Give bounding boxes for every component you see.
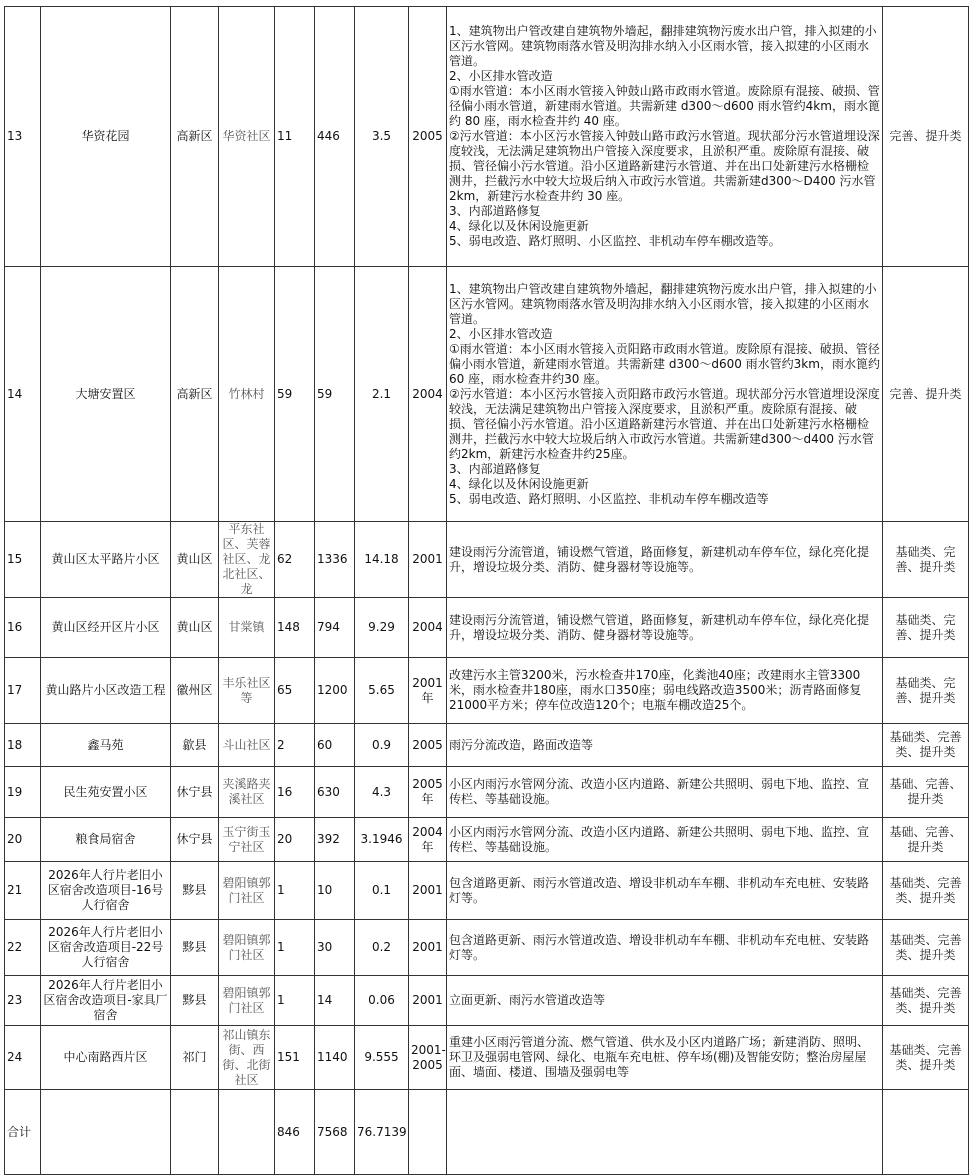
table-row <box>5 267 969 522</box>
renovation-content-cell: 立面更新、雨污水管道改造等 <box>447 976 883 1026</box>
area-cell: 3.5 <box>355 7 409 267</box>
community-cell: 夹溪路夹溪社区 <box>219 767 275 818</box>
table-row <box>5 767 969 818</box>
table-row <box>5 818 969 862</box>
row-number-cell: 17 <box>5 658 41 724</box>
area-cell: 3.1946 <box>355 818 409 862</box>
district-cell: 黟县 <box>171 976 219 1026</box>
table-row <box>5 598 969 658</box>
empty-cell <box>41 1090 171 1175</box>
building-count-cell: 20 <box>275 818 315 862</box>
empty-cell <box>409 1090 447 1175</box>
renovation-type-cell: 基础类、完善类、提升类 <box>883 862 969 920</box>
renovation-type-cell: 基础类、完善、提升类 <box>883 522 969 598</box>
build-year-cell: 2001 <box>409 522 447 598</box>
area-cell: 0.06 <box>355 976 409 1026</box>
table-row <box>5 522 969 598</box>
community-cell: 平东社区、芙蓉社区、龙北社区、龙 <box>219 522 275 598</box>
community-cell: 碧阳镇郭门社区 <box>219 976 275 1026</box>
district-cell: 高新区 <box>171 267 219 522</box>
total-area: 76.7139 <box>355 1090 409 1175</box>
table-row <box>5 658 969 724</box>
table-row <box>5 1026 969 1090</box>
empty-cell <box>219 1090 275 1175</box>
table-row <box>5 862 969 920</box>
renovation-content-cell: 1、建筑物出户管改建自建筑物外墙起，翻排建筑物污废水出户管，排入拟建的小区污水管网。建筑物雨落水管及明沟排水纳入小区雨水管，接入拟建的小区雨水管道。 2、小区排水管改造 ①雨水管道：本小区雨水管接入钟鼓山路市政雨水管道。废除原有混接、破损、管径偏小雨水管道，新建雨水管道。共需新建 d300～d600 雨水管约4km，雨水篦约 80 座，雨水检查井约 40 座。 ②污水管道：本小区污水管接入钟鼓山路市政污水管道。现状部分污水管道埋设深度较浅，无法满足建筑物出户管接入深度要求，且淤积严重。废除原有混接、破损、管径偏小污水管道。沿小区道路新建污水管道、并在出口处新建污水格栅检测井，拦截污水中较大垃圾后纳入市政污水管道。共需新建d300～D400 污水管2km，新建污水检查井约 30 座。 3、内部道路修复 4、绿化以及休闲设施更新 5、弱电改造、路灯照明、小区监控、非机动车停车棚改造等。 <box>447 7 883 267</box>
building-count-cell: 62 <box>275 522 315 598</box>
area-cell: 5.65 <box>355 658 409 724</box>
table-row <box>5 920 969 976</box>
renovation-type-cell: 基础类、完善类、提升类 <box>883 976 969 1026</box>
renovation-type-cell: 基础类、完善类、提升类 <box>883 1026 969 1090</box>
renovation-content-cell: 建设雨污分流管道，铺设燃气管道，路面修复，新建机动车停车位，绿化亮化提升，增设垃圾分类、消防、健身器材等设施等。 <box>447 598 883 658</box>
building-count-cell: 1 <box>275 976 315 1026</box>
household-count-cell: 630 <box>315 767 355 818</box>
project-name-cell: 2026年人行片老旧小区宿舍改造项目-22号人行宿舍 <box>41 920 171 976</box>
renovation-content-cell: 包含道路更新、雨污水管道改造、增设非机动车车棚、非机动车充电桩、安装路灯等。 <box>447 920 883 976</box>
district-cell: 黟县 <box>171 920 219 976</box>
area-cell: 0.1 <box>355 862 409 920</box>
community-cell: 玉宁街玉宁社区 <box>219 818 275 862</box>
building-count-cell: 1 <box>275 920 315 976</box>
area-cell: 4.3 <box>355 767 409 818</box>
area-cell: 2.1 <box>355 267 409 522</box>
community-cell: 祁山镇东街、西街、北街社区 <box>219 1026 275 1090</box>
row-number-cell: 20 <box>5 818 41 862</box>
household-count-cell: 59 <box>315 267 355 522</box>
build-year-cell: 2001年 <box>409 658 447 724</box>
household-count-cell: 60 <box>315 724 355 767</box>
project-name-cell: 粮食局宿舍 <box>41 818 171 862</box>
project-name-cell: 中心南路西片区 <box>41 1026 171 1090</box>
household-count-cell: 1336 <box>315 522 355 598</box>
renovation-content-cell: 包含道路更新、雨污水管道改造、增设非机动车车棚、非机动车充电桩、安装路灯等。 <box>447 862 883 920</box>
project-name-cell: 鑫马苑 <box>41 724 171 767</box>
renovation-content-cell: 小区内雨污水管网分流、改造小区内道路、新建公共照明、弱电下地、监控、宣传栏、等基础设施。 <box>447 767 883 818</box>
area-cell: 14.18 <box>355 522 409 598</box>
renovation-content-cell: 雨污分流改造，路面改造等 <box>447 724 883 767</box>
renovation-type-cell: 基础、完善、提升类 <box>883 818 969 862</box>
row-number-cell: 24 <box>5 1026 41 1090</box>
project-table <box>4 6 969 1175</box>
total-label: 合计 <box>5 1090 41 1175</box>
community-cell: 碧阳镇郭门社区 <box>219 920 275 976</box>
building-count-cell: 59 <box>275 267 315 522</box>
build-year-cell: 2001 <box>409 862 447 920</box>
district-cell: 黄山区 <box>171 522 219 598</box>
build-year-cell: 2005年 <box>409 767 447 818</box>
build-year-cell: 2005 <box>409 7 447 267</box>
project-name-cell: 2026年人行片老旧小区宿舍改造项目-16号人行宿舍 <box>41 862 171 920</box>
row-number-cell: 22 <box>5 920 41 976</box>
row-number-cell: 21 <box>5 862 41 920</box>
district-cell: 祁门 <box>171 1026 219 1090</box>
row-number-cell: 16 <box>5 598 41 658</box>
renovation-type-cell: 基础、完善、提升类 <box>883 767 969 818</box>
district-cell: 黟县 <box>171 862 219 920</box>
household-count-cell: 1140 <box>315 1026 355 1090</box>
row-number-cell: 19 <box>5 767 41 818</box>
table-body <box>5 7 969 1175</box>
community-cell: 斗山社区 <box>219 724 275 767</box>
project-name-cell: 2026年人行片老旧小区宿舍改造项目-家具厂宿舍 <box>41 976 171 1026</box>
household-count-cell: 30 <box>315 920 355 976</box>
district-cell: 高新区 <box>171 7 219 267</box>
area-cell: 9.555 <box>355 1026 409 1090</box>
row-number-cell: 13 <box>5 7 41 267</box>
table-row <box>5 724 969 767</box>
household-count-cell: 1200 <box>315 658 355 724</box>
project-name-cell: 黄山路片小区改造工程 <box>41 658 171 724</box>
district-cell: 歙县 <box>171 724 219 767</box>
build-year-cell: 2004年 <box>409 818 447 862</box>
renovation-content-cell: 小区内雨污水管网分流、改造小区内道路、新建公共照明、弱电下地、监控、宣传栏、等基础设施。 <box>447 818 883 862</box>
renovation-type-cell: 完善、提升类 <box>883 267 969 522</box>
table-row <box>5 976 969 1026</box>
community-cell: 丰乐社区等 <box>219 658 275 724</box>
row-number-cell: 14 <box>5 267 41 522</box>
row-number-cell: 23 <box>5 976 41 1026</box>
renovation-type-cell: 完善、提升类 <box>883 7 969 267</box>
total-row <box>5 1090 969 1175</box>
community-cell: 碧阳镇郭门社区 <box>219 862 275 920</box>
district-cell: 休宁县 <box>171 818 219 862</box>
build-year-cell: 2001 <box>409 976 447 1026</box>
renovation-content-cell: 重建小区雨污管道分流、燃气管道、供水及小区内道路广场；新建消防、照明、环卫及强弱电管网、绿化、电瓶车充电桩、停车场(棚)及智能安防；整治房屋屋面、墙面、楼道、围墙及强弱电等 <box>447 1026 883 1090</box>
total-buildings: 846 <box>275 1090 315 1175</box>
renovation-type-cell: 基础类、完善类、提升类 <box>883 920 969 976</box>
building-count-cell: 1 <box>275 862 315 920</box>
household-count-cell: 14 <box>315 976 355 1026</box>
renovation-content-cell: 1、建筑物出户管改建自建筑物外墙起，翻排建筑物污废水出户管，排入拟建的小区污水管网。建筑物雨落水管及明沟排水纳入小区雨水管，接入拟建的小区雨水管道。 2、小区排水管改造 ①雨水管道：本小区雨水管接入贡阳路市政雨水管道。废除原有混接、破损、管径偏小雨水管道，新建雨水管道。共需新建 d300～d600 雨水管约3km，雨水篦约60 座，雨水检查井约30 座。 ②污水管道：本小区污水管接入贡阳路市政污水管道。现状部分污水管道埋设深度较浅，无法满足建筑物出户管接入深度要求，且淤积严重。废除原有混接、破损、管径偏小污水管道。沿小区道路新建污水管道、并在出口处新建污水格栅检测井，拦截污水中较大垃圾后纳入市政污水管道。共需新建d300～d400 污水管约2km，新建污水检查井约25座。 3、内部道路修复 4、绿化以及休闲设施更新 5、弱电改造、路灯照明、小区监控、非机动车停车棚改造等 <box>447 267 883 522</box>
building-count-cell: 65 <box>275 658 315 724</box>
row-number-cell: 15 <box>5 522 41 598</box>
district-cell: 黄山区 <box>171 598 219 658</box>
renovation-content-cell: 建设雨污分流管道，铺设燃气管道，路面修复，新建机动车停车位，绿化亮化提升，增设垃圾分类、消防、健身器材等设施等。 <box>447 522 883 598</box>
project-name-cell: 大塘安置区 <box>41 267 171 522</box>
community-cell: 竹林村 <box>219 267 275 522</box>
project-name-cell: 黄山区太平路片小区 <box>41 522 171 598</box>
community-cell: 甘棠镇 <box>219 598 275 658</box>
table-row <box>5 7 969 267</box>
building-count-cell: 11 <box>275 7 315 267</box>
empty-cell <box>171 1090 219 1175</box>
renovation-type-cell: 基础类、完善、提升类 <box>883 658 969 724</box>
household-count-cell: 392 <box>315 818 355 862</box>
total-households: 7568 <box>315 1090 355 1175</box>
renovation-type-cell: 基础类、完善、提升类 <box>883 598 969 658</box>
build-year-cell: 2005 <box>409 724 447 767</box>
build-year-cell: 2001 <box>409 920 447 976</box>
area-cell: 9.29 <box>355 598 409 658</box>
building-count-cell: 148 <box>275 598 315 658</box>
district-cell: 休宁县 <box>171 767 219 818</box>
project-name-cell: 黄山区经开区片小区 <box>41 598 171 658</box>
building-count-cell: 151 <box>275 1026 315 1090</box>
renovation-content-cell: 改建污水主管3200米，污水检查井170座，化粪池40座；改建雨水主管3300米，雨水检查井180座，雨水口350座；弱电线路改造3500米；沥青路面修复21000平方米；停车位改造120个；电瓶车棚改造25个。 <box>447 658 883 724</box>
project-name-cell: 华资花园 <box>41 7 171 267</box>
building-count-cell: 16 <box>275 767 315 818</box>
build-year-cell: 2004 <box>409 598 447 658</box>
building-count-cell: 2 <box>275 724 315 767</box>
project-name-cell: 民生苑安置小区 <box>41 767 171 818</box>
renovation-type-cell: 基础类、完善类、提升类 <box>883 724 969 767</box>
district-cell: 徽州区 <box>171 658 219 724</box>
empty-cell <box>883 1090 969 1175</box>
build-year-cell: 2004 <box>409 267 447 522</box>
household-count-cell: 446 <box>315 7 355 267</box>
empty-cell <box>447 1090 883 1175</box>
area-cell: 0.9 <box>355 724 409 767</box>
community-cell: 华资社区 <box>219 7 275 267</box>
household-count-cell: 10 <box>315 862 355 920</box>
area-cell: 0.2 <box>355 920 409 976</box>
build-year-cell: 2001-2005 <box>409 1026 447 1090</box>
household-count-cell: 794 <box>315 598 355 658</box>
row-number-cell: 18 <box>5 724 41 767</box>
